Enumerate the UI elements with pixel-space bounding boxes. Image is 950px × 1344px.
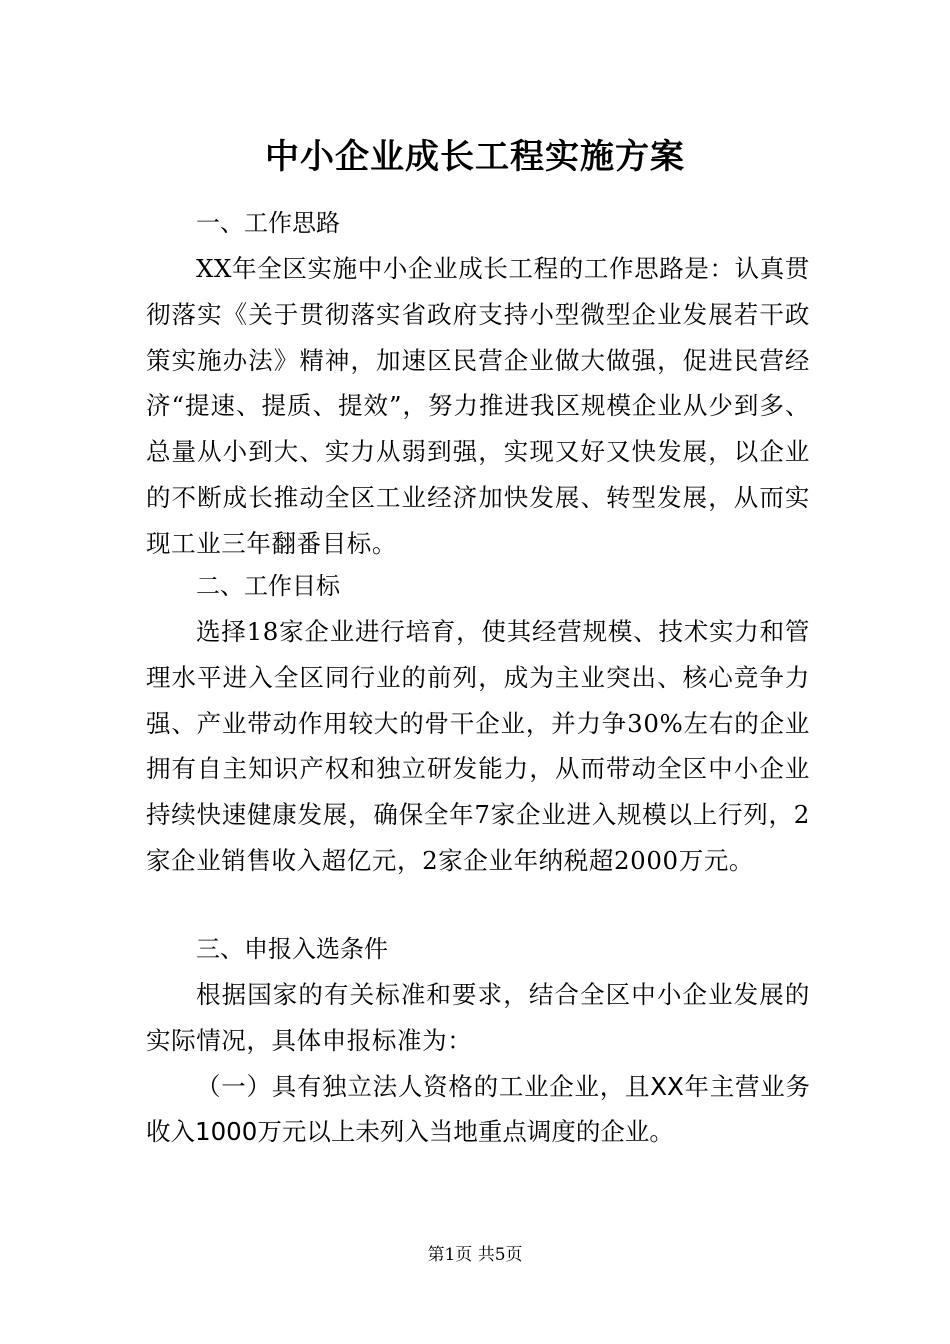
section-heading-work-goals: 二、工作目标: [196, 572, 340, 600]
page-footer: 第1页 共5页: [427, 1245, 523, 1265]
condition-item-1: （一）具有独立法人资格的工业企业，且XX年主营业务收入1000万元以上未列入当地重点调度的企业。: [146, 1072, 810, 1146]
section-paragraph-work-approach: XX年全区实施中小企业成长工程的工作思路是：认真贯彻落实《关于贯彻落实省政府支持小型微型企业发展若干政策实施办法》精神，加速区民营企业做大做强，促进民营经济“提速、提质、提效”，努力推进我区规模企业从少到多、总量从小到大、实力从弱到强，实现又好又快发展，以企业的不断成长推动全区工业经济加快发展、转型发展，从而实现工业三年翻番目标。: [146, 254, 810, 558]
section-heading-work-approach: 一、工作思路: [196, 209, 340, 237]
document-title: 中小企业成长工程实施方案: [265, 137, 685, 177]
section-paragraph-work-goals: 选择18家企业进行培育，使其经营规模、技术实力和管理水平进入全区同行业的前列，成为主业突出、核心竞争力强、产业带动作用较大的骨干企业，并力争30%左右的企业拥有自主知识产权和独立研发能力，从而带动全区中小企业持续快速健康发展，确保全年7家企业进入规模以上行列，2家企业销售收入超亿元，2家企业年纳税超2000万元。: [146, 617, 810, 875]
section-heading-application-conditions: 三、申报入选条件: [196, 935, 388, 963]
section-paragraph-application-conditions: 根据国家的有关标准和要求，结合全区中小企业发展的实际情况，具体申报标准为：: [146, 980, 810, 1055]
